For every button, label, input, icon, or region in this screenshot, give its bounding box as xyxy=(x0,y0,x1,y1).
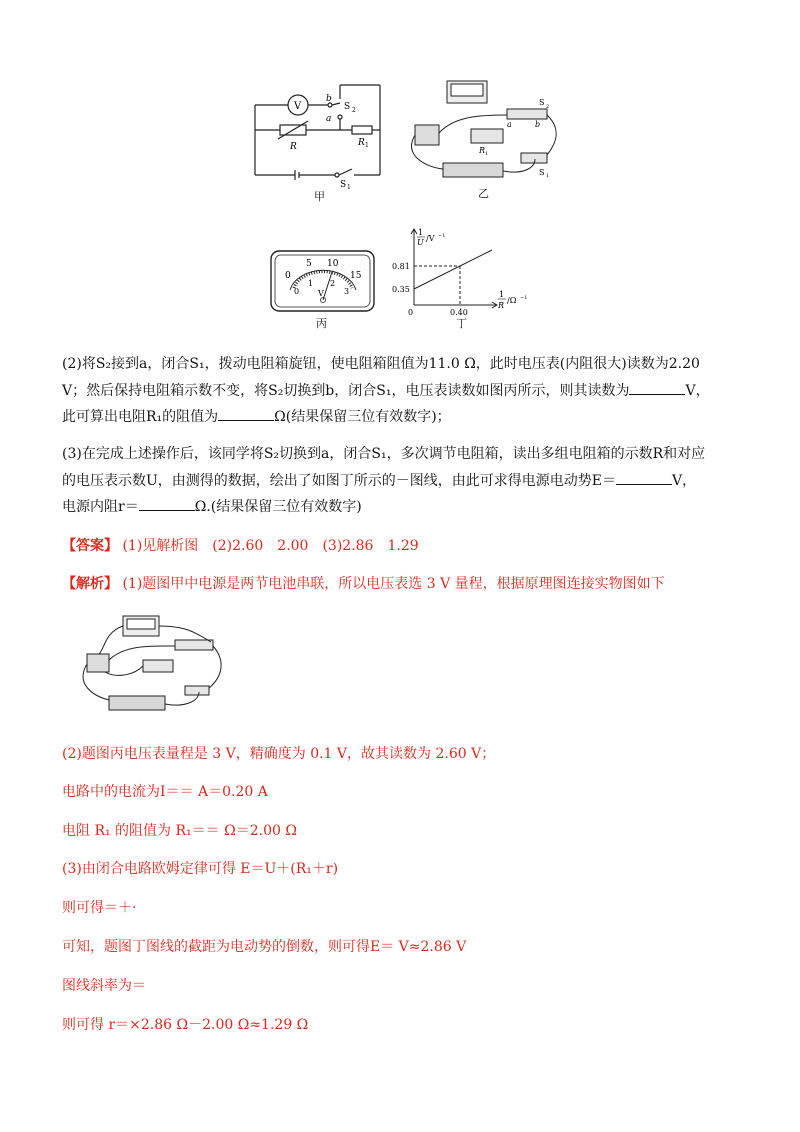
svg-text:0: 0 xyxy=(294,287,300,296)
answer-blank-r1[interactable] xyxy=(218,406,274,421)
figure-jia-circuit xyxy=(240,75,410,205)
answer-blank-emf[interactable] xyxy=(616,470,672,485)
svg-text:1: 1 xyxy=(485,151,489,157)
svg-text:10: 10 xyxy=(327,259,339,269)
resistor-r1-label: R xyxy=(479,146,486,155)
q3-line1: (3)在完成上述操作后，该同学将S₂切换到a，闭合S₁，多次调节电阻箱，读出多组电阻箱的示数R和对应 xyxy=(62,446,706,462)
q2-line3: 此可算出电阻R₁的阻值为 Ω(结果保留三位有效数字)； xyxy=(62,406,451,426)
svg-text:−1: −1 xyxy=(438,233,446,239)
answer-line xyxy=(62,535,419,555)
switch-s1-label: S xyxy=(539,168,545,177)
svg-text:3: 3 xyxy=(344,287,350,296)
node-b-label: b xyxy=(326,94,332,104)
svg-text:−1: −1 xyxy=(520,295,528,301)
terminal-a-label: a xyxy=(507,120,512,129)
svg-text:0.40: 0.40 xyxy=(450,308,468,317)
switch-s2-label: S xyxy=(344,102,351,112)
svg-text:1: 1 xyxy=(365,142,369,149)
voltmeter-label: V xyxy=(294,101,302,112)
analysis-line4: 电阻 R₁ 的阻值为 R₁＝＝ Ω＝2.00 Ω xyxy=(62,823,297,839)
solution-wiring-figure xyxy=(75,612,225,717)
analysis-line9: 则可得 r＝×2.86 Ω－2.00 Ω≈1.29 Ω xyxy=(62,1017,309,1033)
analysis-line6: 则可得＝＋· xyxy=(62,900,137,916)
svg-text:0.35: 0.35 xyxy=(392,285,410,294)
switch-s2-label: S xyxy=(539,98,545,107)
svg-text:5: 5 xyxy=(306,259,312,269)
analysis-line1: 【解析】 (1)题图甲中电源是两节电池串联，所以电压表选 3 V 量程，根据原理图连接实物图如下 xyxy=(62,576,665,592)
resistor-box-label: R xyxy=(290,142,297,152)
svg-text:/Ω: /Ω xyxy=(507,296,517,305)
node-a-label: a xyxy=(326,114,332,124)
svg-text:0: 0 xyxy=(408,308,414,317)
svg-text:1: 1 xyxy=(546,173,550,179)
svg-text:1: 1 xyxy=(418,228,424,237)
figure-ding-caption: 丁 xyxy=(456,317,467,330)
answer-text: (1)见解析图 (2)2.60 2.00 (3)2.86 1.29 xyxy=(122,538,419,554)
analysis-label: 【解析】 xyxy=(62,576,118,592)
svg-text:2: 2 xyxy=(546,104,550,110)
figure-yi-caption: 乙 xyxy=(478,187,489,200)
svg-text:1: 1 xyxy=(347,184,351,191)
svg-text:2: 2 xyxy=(352,107,356,114)
figure-jia-caption: 甲 xyxy=(314,190,325,203)
analysis-line3: 电路中的电流为I＝＝ A＝0.20 A xyxy=(62,784,268,800)
q2-line1: (2)将S₂接到a，闭合S₁，拨动电阻箱旋钮，使电阻箱阻值为11.0 Ω，此时电压表(内阻很大)读数为2.20 xyxy=(62,356,700,372)
switch-s1-label: S xyxy=(340,180,347,190)
svg-text:/V: /V xyxy=(426,234,435,243)
svg-text:0.81: 0.81 xyxy=(392,262,410,271)
figure-bing-voltmeter xyxy=(270,250,375,312)
terminal-b-label: b xyxy=(535,120,541,129)
answer-blank-reading[interactable] xyxy=(629,380,685,395)
analysis-line8: 图线斜率为＝ xyxy=(62,978,146,994)
analysis-line5: (3)由闭合电路欧姆定律可得 E＝U＋(R₁＋r) xyxy=(62,861,339,877)
q3-line3: 电源内阻r＝ Ω.(结果保留三位有效数字) xyxy=(62,496,362,516)
svg-text:2: 2 xyxy=(330,279,336,288)
analysis-line2: (2)题图丙电压表量程是 3 V，精确度为 0.1 V，故其读数为 2.60 V； xyxy=(62,746,496,762)
svg-text:U: U xyxy=(417,238,424,247)
svg-text:15: 15 xyxy=(350,271,362,281)
svg-text:1: 1 xyxy=(308,279,314,288)
svg-text:V: V xyxy=(318,289,324,298)
q3-line2: 的电压表示数U，由测得的数据，绘出了如图丁所示的－图线，由此可求得电源电动势E＝ V， xyxy=(62,470,696,490)
figure-bing-caption: 丙 xyxy=(316,317,327,330)
svg-text:0: 0 xyxy=(285,271,291,281)
figure-yi-wiring xyxy=(405,75,565,195)
q2-line2: V；然后保持电阻箱示数不变，将S₂切换到b，闭合S₁，电压表读数如图丙所示，则其读数为 V， xyxy=(62,380,710,400)
figure-ding-graph xyxy=(388,225,538,320)
answer-label: 【答案】 xyxy=(62,538,118,554)
answer-blank-internal-r[interactable] xyxy=(139,496,195,511)
resistor-r1-label: R xyxy=(358,138,365,148)
svg-text:1: 1 xyxy=(499,290,505,299)
analysis-line7: 可知，题图丁图线的截距为电动势的倒数，则可得E＝ V≈2.86 V xyxy=(62,939,467,955)
svg-text:R: R xyxy=(498,301,505,310)
